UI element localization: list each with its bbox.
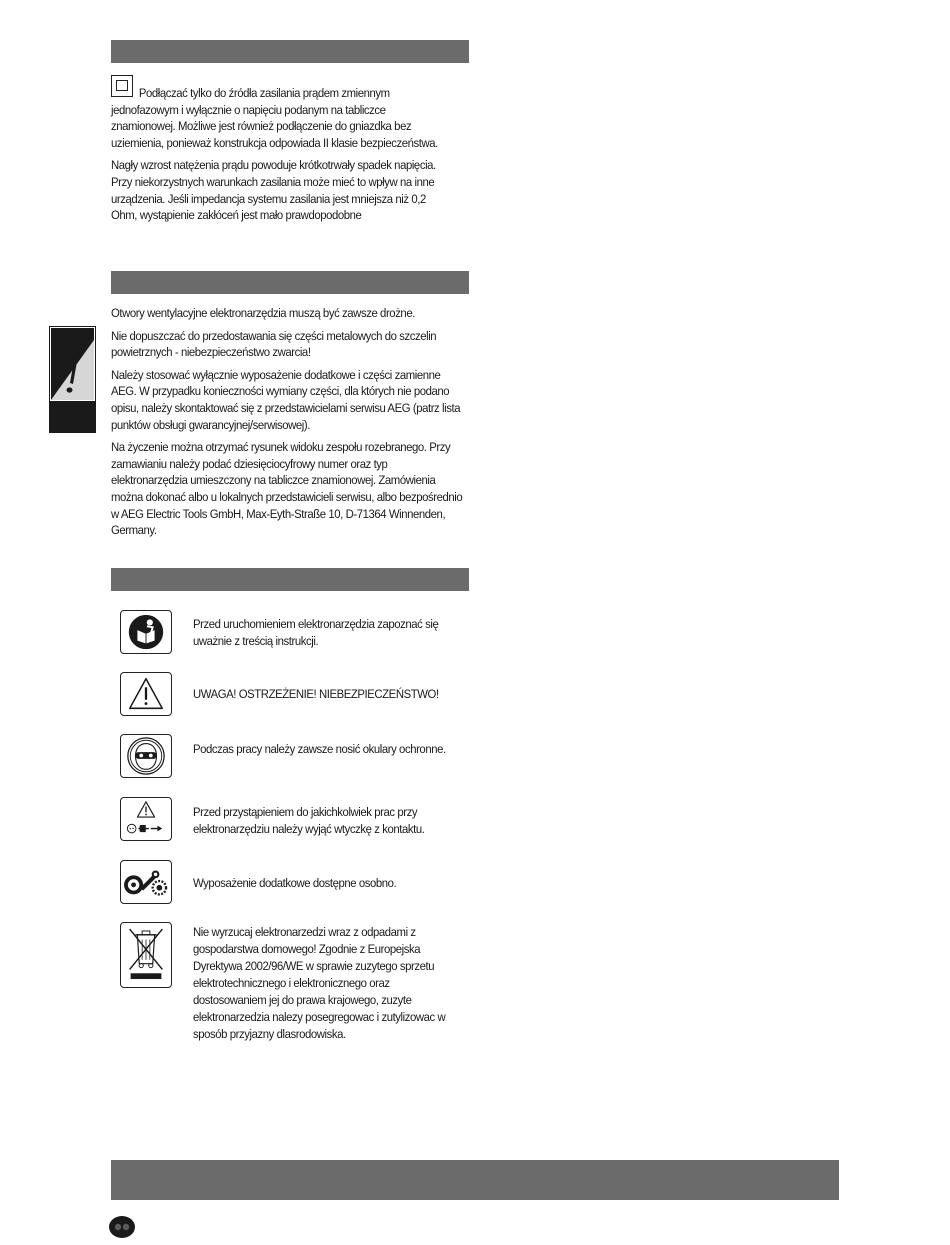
page-language-badge	[108, 1214, 136, 1240]
maintenance-paragraph-1: Otwory wentylacyjne elektronarzędzia muszą być zawsze drożne.	[111, 306, 415, 320]
warning-triangle-icon	[120, 672, 172, 716]
symbol-text-read-manual: Przed uruchomieniem elektronarzędzia zapoznać się uważnie z treścią instrukcji.	[193, 617, 439, 648]
weee-bin-icon	[120, 922, 172, 988]
accessories-icon	[120, 860, 172, 904]
section-header-bar-power	[111, 40, 469, 63]
power-paragraph-2: Nagły wzrost natężenia prądu powoduje krótkotrwały spadek napięcia. Przy niekorzystnych warunkach zasilania może mieć to wpływ na inne urządzenia. Jeśli impedancja systemu zasilania jest mniejsza niż 0,2 Ohm, wystąpienie zakłóceń jest mało prawdopodobne	[111, 158, 436, 223]
maintenance-paragraph-3: Należy stosować wyłącznie wyposażenie dodatkowe i części zamienne AEG. W przypadku konieczności wymiany części, dla których nie podano opisu, należy skontaktować się z przedstawicielami serwisu AEG (patrz lista punktów obsługi gwarancyjnej/serwisowej).	[111, 367, 461, 432]
symbol-text-unplug: Przed przystąpieniem do jakichkolwiek prac przy elektronarzędziu należy wyjąć wtyczkę z kontaktu.	[193, 805, 425, 836]
symbol-text-accessories: Wyposażenie dodatkowe dostępne osobno.	[193, 876, 397, 890]
footer-bar	[111, 1160, 839, 1200]
section-header-bar-symbols	[111, 568, 469, 591]
maintenance-paragraph-4: Na życzenie można otrzymać rysunek widoku zespołu rozebranego. Przy zamawianiu należy podać dziesięciocyfrowy numer oraz typ elektronarzędzia umieszczony na tabliczce znamionowej. Zamówienia można dokonać albo u lokalnych przedstawicieli serwisu, albo bezpośrednio w AEG Electric Tools GmbH, Max-Eyth-Straße 10, D-71364 Winnenden, Germany.	[111, 440, 463, 538]
unplug-icon	[120, 797, 172, 841]
read-manual-icon	[120, 610, 172, 654]
section-maintenance-text	[111, 305, 464, 545]
safety-goggles-icon	[120, 734, 172, 778]
symbol-text-warning: UWAGA! OSTRZEŻENIE! NIEBEZPIECZEŃSTWO!	[193, 687, 439, 701]
power-paragraph-1: Podłączać tylko do źródła zasilania prądem zmiennym jednofazowym i wyłącznie o napięciu podanym na tabliczce znamionowej. Możliwe jest również podłączenie do gniazdka bez uziemienia, ponieważ konstrukcja odpowiada II klasie bezpieczeństwa.	[111, 86, 438, 150]
section-header-bar-maintenance	[111, 271, 469, 294]
section-power-text	[111, 85, 446, 230]
symbol-text-weee: Nie wyrzucaj elektronarzedzi wraz z odpadami z gospodarstwa domowego! Zgodnie z Europejska Dyrektywa 2002/96/WE w sprawie zuzytego sprzetu elektrotechnicznego i elektronicznego oraz dostosowaniem jej do prawa krajowego, zuzyte elektronarzedzia nalezy posegregowac i zutylizowac w sposób przyjazny dlasrodowiska.	[193, 925, 446, 1041]
symbol-text-goggles: Podczas pracy należy zawsze nosić okulary ochronne.	[193, 742, 446, 756]
side-warning-tab	[49, 326, 96, 433]
maintenance-paragraph-2: Nie dopuszczać do przedostawania się części metalowych do szczelin powietrznych - niebezpieczeństwo zwarcia!	[111, 328, 437, 360]
